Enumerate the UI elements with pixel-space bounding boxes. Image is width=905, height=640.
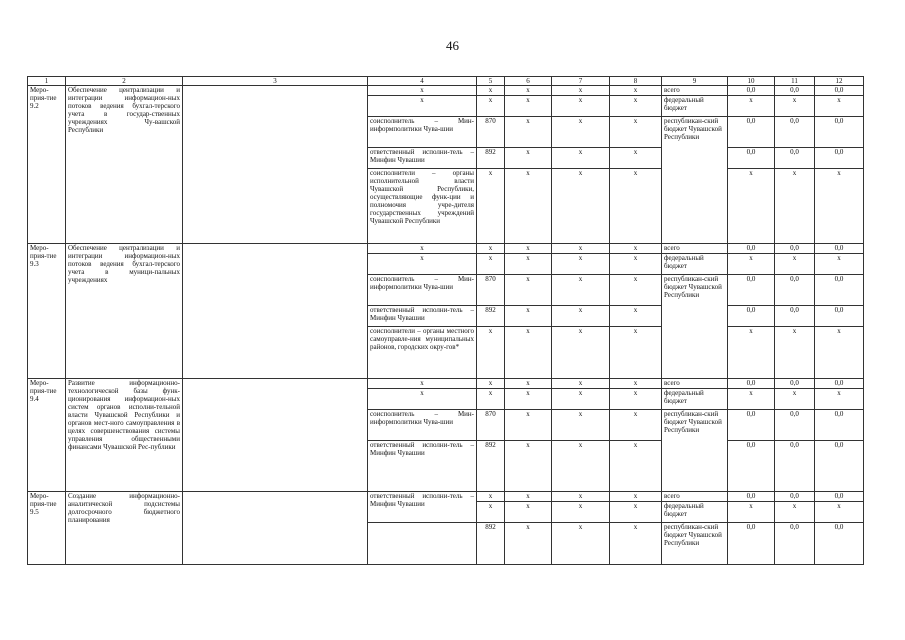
- code-cell-c6: x: [505, 492, 552, 502]
- header-col-9: 9: [662, 77, 728, 86]
- header-col-4: 4: [368, 77, 477, 86]
- code-cell-c5: x: [477, 327, 505, 379]
- executor-cell: соисполнитель – Мин-информполитики Чува-шии: [368, 410, 477, 441]
- code-cell-c8: x: [610, 410, 662, 441]
- col-3-empty: [183, 244, 368, 379]
- code-cell-c7: x: [552, 244, 610, 254]
- event-label: Меро-прия-тие 9.2: [28, 86, 66, 244]
- code-cell-c5: 892: [477, 306, 505, 327]
- amount-cell-c11: 0,0: [775, 275, 815, 306]
- amount-cell-c10: 0,0: [728, 275, 775, 306]
- code-cell-c6: x: [505, 523, 552, 565]
- executor-cell: ответственный исполни-тель – Минфин Чувашии: [368, 306, 477, 327]
- amount-cell-c12: 0,0: [815, 306, 864, 327]
- code-cell-c8: x: [610, 379, 662, 389]
- code-cell-c8: x: [610, 306, 662, 327]
- source-cell: всего: [662, 379, 728, 389]
- source-cell: республикан-ский бюджет Чувашской Республики: [662, 275, 728, 379]
- code-cell-c5: x: [477, 389, 505, 410]
- amount-cell-c10: 0,0: [728, 410, 775, 441]
- amount-cell-c12: 0,0: [815, 410, 864, 441]
- event-name: Обеспечение централизации и интеграции информацион-ных потоков ведения бухгал-терского учета в муници-пальных учреждениях: [66, 244, 183, 379]
- code-cell-c7: x: [552, 523, 610, 565]
- executor-cell: x: [368, 86, 477, 96]
- amount-cell-c11: 0,0: [775, 117, 815, 148]
- col-3-empty: [183, 86, 368, 244]
- executor-cell: ответственный исполни-тель – Минфин Чувашии: [368, 441, 477, 492]
- amount-cell-c11: 0,0: [775, 86, 815, 96]
- event-label: Меро-прия-тие 9.4: [28, 379, 66, 492]
- code-cell-c8: x: [610, 96, 662, 117]
- table-header: [28, 77, 864, 86]
- event-name: Создание информационно-аналитической подсистемы долгосрочного бюджетного планирования: [66, 492, 183, 565]
- amount-cell-c10: x: [728, 96, 775, 117]
- code-cell-c7: x: [552, 327, 610, 379]
- col-3-empty: [183, 379, 368, 492]
- code-cell-c6: x: [505, 275, 552, 306]
- amount-cell-c11: 0,0: [775, 306, 815, 327]
- source-cell: федеральный бюджет: [662, 254, 728, 275]
- header-col-1: 1: [28, 77, 66, 86]
- amount-cell-c12: 0,0: [815, 441, 864, 492]
- source-cell: федеральный бюджет: [662, 389, 728, 410]
- source-cell: всего: [662, 244, 728, 254]
- amount-cell-c12: 0,0: [815, 379, 864, 389]
- code-cell-c8: x: [610, 441, 662, 492]
- amount-cell-c12: 0,0: [815, 492, 864, 502]
- executor-cell: соисполнитель – Мин-информполитики Чува-шии: [368, 275, 477, 306]
- program-table: [27, 76, 864, 565]
- code-cell-c8: x: [610, 117, 662, 148]
- code-cell-c8: x: [610, 254, 662, 275]
- source-cell: республикан-ский бюджет Чувашской Республики: [662, 117, 728, 244]
- code-cell-c5: x: [477, 244, 505, 254]
- header-col-2: 2: [66, 77, 183, 86]
- executor-cell: соисполнители – органы местного самоуправле-ния муниципальных районов, городских окру-гов*: [368, 327, 477, 379]
- amount-cell-c12: x: [815, 169, 864, 244]
- event-label: Меро-прия-тие 9.5: [28, 492, 66, 565]
- amount-cell-c10: x: [728, 254, 775, 275]
- code-cell-c6: x: [505, 389, 552, 410]
- header-col-3: 3: [183, 77, 368, 86]
- amount-cell-c11: x: [775, 327, 815, 379]
- code-cell-c6: x: [505, 327, 552, 379]
- amount-cell-c10: x: [728, 502, 775, 523]
- amount-cell-c12: 0,0: [815, 117, 864, 148]
- code-cell-c8: x: [610, 492, 662, 502]
- code-cell-c5: x: [477, 254, 505, 275]
- code-cell-c6: x: [505, 441, 552, 492]
- code-cell-c5: 892: [477, 148, 505, 169]
- source-cell: республикан-ский бюджет Чувашской Республики: [662, 523, 728, 565]
- amount-cell-c10: 0,0: [728, 492, 775, 502]
- source-cell: республикан-ский бюджет Чувашской Республики: [662, 410, 728, 492]
- code-cell-c6: x: [505, 169, 552, 244]
- code-cell-c8: x: [610, 502, 662, 523]
- executor-cell: x: [368, 244, 477, 254]
- code-cell-c5: x: [477, 169, 505, 244]
- amount-cell-c12: 0,0: [815, 523, 864, 565]
- amount-cell-c12: x: [815, 254, 864, 275]
- amount-cell-c12: 0,0: [815, 86, 864, 96]
- amount-cell-c10: 0,0: [728, 86, 775, 96]
- amount-cell-c10: 0,0: [728, 379, 775, 389]
- code-cell-c8: x: [610, 148, 662, 169]
- amount-cell-c11: x: [775, 389, 815, 410]
- code-cell-c6: x: [505, 306, 552, 327]
- code-cell-c5: 892: [477, 523, 505, 565]
- col-3-empty: [183, 492, 368, 565]
- code-cell-c6: x: [505, 148, 552, 169]
- event-name: Развитие информационно-технологической базы функ-ционирования информацион-ных систем органов исполни-тельной власти Чувашской Республики и органов мест-ного самоуправления в целях совершенствования системы управления общественными финансами Чувашской Рес-публики: [66, 379, 183, 492]
- amount-cell-c12: x: [815, 502, 864, 523]
- executor-cell: ответственный исполни-тель – Минфин Чувашии: [368, 492, 477, 523]
- code-cell-c5: 870: [477, 275, 505, 306]
- amount-cell-c11: x: [775, 169, 815, 244]
- source-cell: всего: [662, 492, 728, 502]
- code-cell-c7: x: [552, 492, 610, 502]
- header-col-8: 8: [610, 77, 662, 86]
- source-cell: всего: [662, 86, 728, 96]
- code-cell-c8: x: [610, 523, 662, 565]
- header-col-7: 7: [552, 77, 610, 86]
- table-row: [28, 379, 864, 389]
- code-cell-c5: x: [477, 379, 505, 389]
- code-cell-c6: x: [505, 117, 552, 148]
- amount-cell-c11: x: [775, 502, 815, 523]
- header-col-12: 12: [815, 77, 864, 86]
- amount-cell-c11: 0,0: [775, 148, 815, 169]
- code-cell-c7: x: [552, 117, 610, 148]
- code-cell-c7: x: [552, 441, 610, 492]
- event-name: Обеспечение централизации и интеграции информацион-ных потоков ведения бухгал-терского учета в государ-ственных учреждениях Чу-вашской Республики: [66, 86, 183, 244]
- code-cell-c5: 892: [477, 441, 505, 492]
- code-cell-c5: x: [477, 492, 505, 502]
- amount-cell-c11: 0,0: [775, 410, 815, 441]
- amount-cell-c11: 0,0: [775, 492, 815, 502]
- table-row: [28, 86, 864, 96]
- table-row: [28, 244, 864, 254]
- executor-cell: соисполнитель – Мин-информполитики Чува-шии: [368, 117, 477, 148]
- code-cell-c5: 870: [477, 410, 505, 441]
- code-cell-c7: x: [552, 379, 610, 389]
- code-cell-c5: x: [477, 86, 505, 96]
- code-cell-c7: x: [552, 254, 610, 275]
- amount-cell-c11: 0,0: [775, 523, 815, 565]
- amount-cell-c10: 0,0: [728, 148, 775, 169]
- amount-cell-c10: x: [728, 327, 775, 379]
- code-cell-c8: x: [610, 327, 662, 379]
- amount-cell-c12: 0,0: [815, 275, 864, 306]
- event-label: Меро-прия-тие 9.3: [28, 244, 66, 379]
- code-cell-c7: x: [552, 148, 610, 169]
- source-cell: федеральный бюджет: [662, 96, 728, 117]
- page-number: 46: [446, 38, 459, 53]
- code-cell-c8: x: [610, 169, 662, 244]
- code-cell-c5: 870: [477, 117, 505, 148]
- amount-cell-c12: 0,0: [815, 148, 864, 169]
- executor-cell: соисполнители – органы исполнительной власти Чувашской Республики, осуществляющие функ-ции и полномочия учре-дителя государственных учреждений Чувашской Республики: [368, 169, 477, 244]
- amount-cell-c11: x: [775, 96, 815, 117]
- executor-cell: x: [368, 254, 477, 275]
- source-cell: федеральный бюджет: [662, 502, 728, 523]
- code-cell-c7: x: [552, 410, 610, 441]
- amount-cell-c11: 0,0: [775, 441, 815, 492]
- code-cell-c8: x: [610, 389, 662, 410]
- header-col-10: 10: [728, 77, 775, 86]
- code-cell-c8: x: [610, 275, 662, 306]
- code-cell-c7: x: [552, 502, 610, 523]
- executor-cell: x: [368, 389, 477, 410]
- amount-cell-c10: 0,0: [728, 244, 775, 254]
- code-cell-c6: x: [505, 410, 552, 441]
- executor-cell: [368, 523, 477, 565]
- code-cell-c5: x: [477, 96, 505, 117]
- code-cell-c6: x: [505, 86, 552, 96]
- code-cell-c7: x: [552, 389, 610, 410]
- amount-cell-c11: 0,0: [775, 379, 815, 389]
- code-cell-c8: x: [610, 244, 662, 254]
- executor-cell: x: [368, 96, 477, 117]
- header-col-11: 11: [775, 77, 815, 86]
- amount-cell-c10: x: [728, 169, 775, 244]
- amount-cell-c10: x: [728, 389, 775, 410]
- amount-cell-c11: x: [775, 254, 815, 275]
- code-cell-c8: x: [610, 86, 662, 96]
- code-cell-c6: x: [505, 244, 552, 254]
- header-col-6: 6: [505, 77, 552, 86]
- code-cell-c6: x: [505, 254, 552, 275]
- code-cell-c5: x: [477, 502, 505, 523]
- code-cell-c6: x: [505, 96, 552, 117]
- amount-cell-c12: x: [815, 96, 864, 117]
- code-cell-c7: x: [552, 86, 610, 96]
- header-col-5: 5: [477, 77, 505, 86]
- executor-cell: x: [368, 379, 477, 389]
- code-cell-c7: x: [552, 275, 610, 306]
- amount-cell-c10: 0,0: [728, 117, 775, 148]
- amount-cell-c10: 0,0: [728, 306, 775, 327]
- amount-cell-c11: 0,0: [775, 244, 815, 254]
- amount-cell-c10: 0,0: [728, 441, 775, 492]
- code-cell-c7: x: [552, 169, 610, 244]
- amount-cell-c12: x: [815, 327, 864, 379]
- amount-cell-c10: 0,0: [728, 523, 775, 565]
- code-cell-c6: x: [505, 379, 552, 389]
- executor-cell: ответственный исполни-тель – Минфин Чувашии: [368, 148, 477, 169]
- code-cell-c6: x: [505, 502, 552, 523]
- amount-cell-c12: 0,0: [815, 244, 864, 254]
- amount-cell-c12: x: [815, 389, 864, 410]
- code-cell-c7: x: [552, 96, 610, 117]
- table-row: [28, 492, 864, 502]
- code-cell-c7: x: [552, 306, 610, 327]
